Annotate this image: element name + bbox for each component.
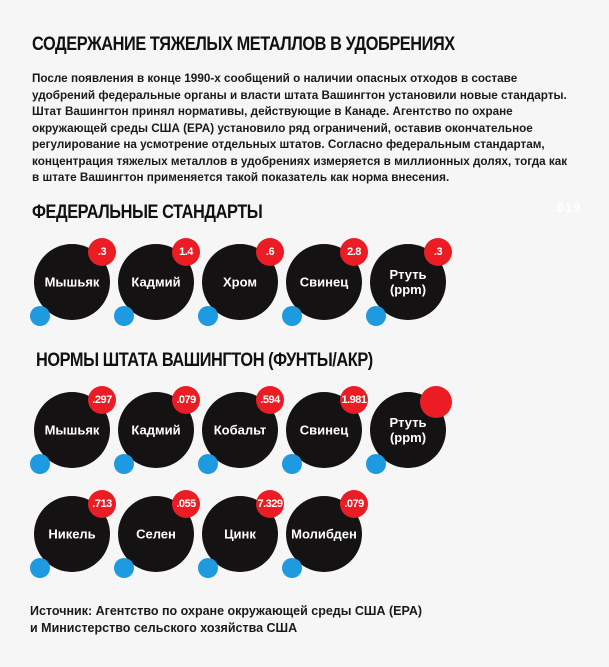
metal-name: Никель	[48, 526, 96, 542]
blue-dot	[366, 306, 386, 326]
metal-value-badge: .079	[340, 490, 368, 518]
source-line-1: Агентство по охране окружающей среды США (EPA)	[92, 604, 423, 618]
metal-circle	[118, 244, 194, 320]
metal-name: Цинк	[224, 526, 256, 542]
metal-name: Свинец	[299, 422, 349, 438]
source-line-2: и Министерство сельского хозяйства США	[30, 621, 298, 635]
metal-circle	[286, 244, 362, 320]
metal-circle	[34, 392, 110, 468]
blue-dot	[30, 558, 50, 578]
metal-value-badge: .6	[256, 238, 284, 266]
metal-circle	[34, 496, 110, 572]
metal-circle	[202, 496, 283, 572]
blue-dot	[366, 454, 386, 474]
intro-paragraph: После появления в конце 1990-х сообщений о наличии опасных отходов в составе удобрений федеральные органы и власти штата Вашингтон установили новые стандарты. Штат Вашингтон принял нормативы, действующие в Канаде. Агентство по охране окружающей среды США (EPA) установило ряд ограничений, оставив окончательное регулирование на усмотрение отдельных штатов. Согласно федеральным стандартам, концентрация тяжелых металлов в удобрениях измеряется в миллионных долях, тогда как в штате Вашингтон применяется такой показатель как норма внесения.	[32, 71, 568, 184]
metal-name: Молибден	[291, 526, 357, 542]
metal-name: Кадмий	[131, 422, 181, 438]
metal-value-badge: 7.329	[256, 490, 284, 518]
federal-section-title: ФЕДЕРАЛЬНЫЕ СТАНДАРТЫ	[32, 202, 263, 223]
metal-value-badge	[420, 386, 452, 418]
blue-dot	[114, 306, 134, 326]
metal-value-badge: .3	[424, 238, 452, 266]
metal-name: Мышьяк	[44, 422, 100, 438]
metal-value-badge: 1.4	[172, 238, 200, 266]
metal-value-badge: .297	[88, 386, 116, 414]
blue-dot	[30, 306, 50, 326]
metal-name: Кобальт	[213, 422, 267, 438]
blue-dot	[114, 454, 134, 474]
metal-circle	[118, 496, 194, 572]
metal-name: Свинец	[299, 274, 349, 290]
metal-circle	[118, 392, 194, 468]
metal-value-badge: .055	[172, 490, 200, 518]
metal-circle	[286, 392, 367, 468]
metal-circle	[370, 244, 446, 320]
metal-value-badge: 1.981	[340, 386, 368, 414]
watermark: .019	[552, 200, 582, 215]
metal-value-badge: .713	[88, 490, 116, 518]
metal-value-badge: .079	[172, 386, 200, 414]
blue-dot	[282, 558, 302, 578]
metal-name: Ртуть (ppm)	[389, 267, 427, 297]
page-title: СОДЕРЖАНИЕ ТЯЖЕЛЫХ МЕТАЛЛОВ В УДОБРЕНИЯХ	[32, 34, 455, 55]
metal-circle	[202, 392, 278, 468]
blue-dot	[198, 558, 218, 578]
metal-name: Хром	[223, 274, 257, 290]
blue-dot	[30, 454, 50, 474]
metal-value-badge: .3	[88, 238, 116, 266]
metal-name: Мышьяк	[44, 274, 100, 290]
blue-dot	[282, 306, 302, 326]
source-label: Источник:	[30, 604, 93, 618]
metal-name: Ртуть (ppm)	[389, 415, 427, 445]
metal-circle	[34, 244, 110, 320]
blue-dot	[198, 454, 218, 474]
washington-section-title: НОРМЫ ШТАТА ВАШИНГТОН (ФУНТЫ/АКР)	[36, 350, 373, 371]
metal-circle	[286, 496, 362, 572]
blue-dot	[114, 558, 134, 578]
metal-circle	[370, 392, 446, 468]
blue-dot	[282, 454, 302, 474]
metal-value-badge: .594	[256, 386, 284, 414]
blue-dot	[198, 306, 218, 326]
metal-name: Селен	[136, 526, 176, 542]
metal-value-badge: 2.8	[340, 238, 368, 266]
metal-circle	[202, 244, 278, 320]
source-note	[30, 603, 422, 637]
metal-name: Кадмий	[131, 274, 181, 290]
